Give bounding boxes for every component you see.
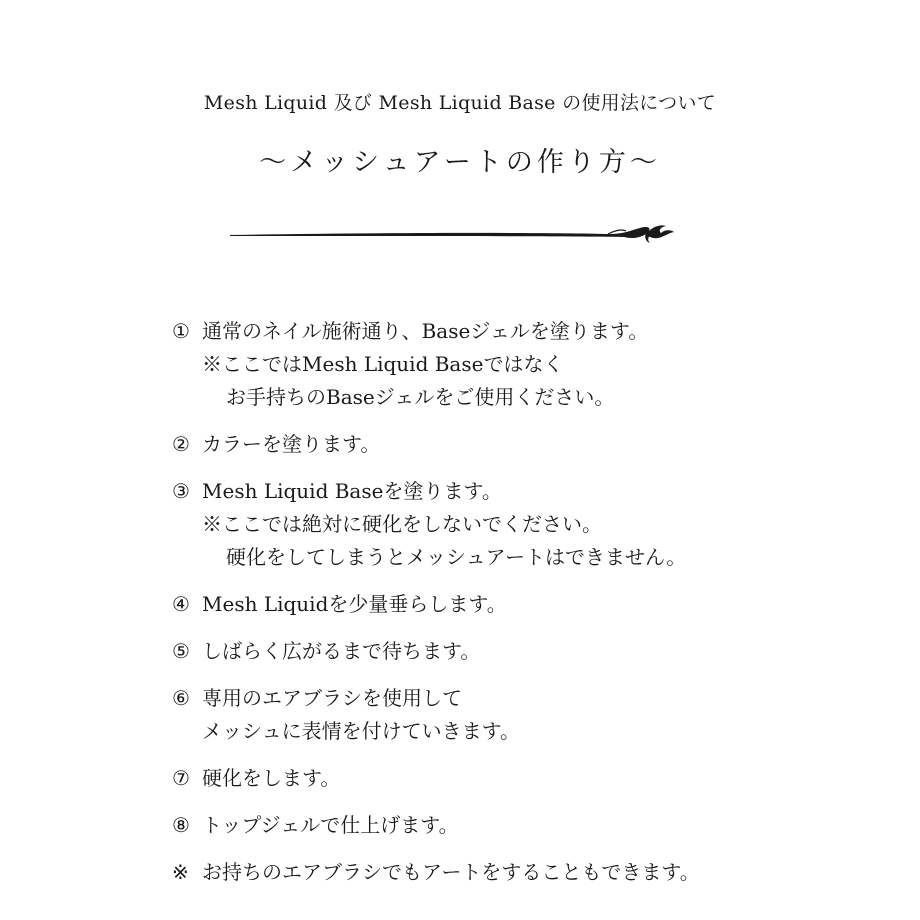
step-line [172, 588, 892, 621]
note-mark: ※ [172, 860, 189, 884]
step-number: ⑦ [172, 766, 190, 790]
step-number: ⑧ [172, 813, 190, 837]
step-line [172, 856, 892, 889]
step-1 [172, 315, 892, 414]
step-line [172, 682, 892, 715]
step-8 [172, 809, 892, 842]
step-number: ④ [172, 592, 190, 616]
step-text: 硬化をします。 [202, 766, 341, 790]
step-number: ① [172, 319, 190, 343]
note-text: お持ちのエアブラシでもアートをすることもできます。 [202, 860, 700, 884]
step-text: 専用のエアブラシを使用して [202, 686, 462, 710]
instruction-steps [172, 315, 892, 903]
step-text: 通常のネイル施術通り、Baseジェルを塗ります。 [202, 319, 649, 343]
step-text: Mesh Liquid Baseを塗ります。 [202, 479, 502, 503]
step-line [172, 635, 892, 668]
step-line [172, 762, 892, 795]
step-7 [172, 762, 892, 795]
step-text: トップジェルで仕上げます。 [202, 813, 459, 837]
step-continuation: メッシュに表情を付けていきます。 [202, 719, 520, 743]
step-note: お手持ちのBaseジェルをご使用ください。 [226, 385, 615, 409]
ornamental-flourish-icon [228, 215, 678, 251]
step-number: ② [172, 432, 190, 456]
footnote [172, 856, 892, 889]
document-subtitle: Mesh Liquid 及び Mesh Liquid Base の使用法について [203, 92, 717, 114]
document-title: 〜メッシュアートの作り方〜 [259, 147, 661, 178]
step-text: しばらく広がるまで待ちます。 [202, 639, 481, 663]
step-line [172, 428, 892, 461]
step-2 [172, 428, 892, 461]
step-5 [172, 635, 892, 668]
step-text: カラーを塗ります。 [202, 432, 381, 456]
step-6 [172, 682, 892, 748]
step-4 [172, 588, 892, 621]
step-number: ⑥ [172, 686, 190, 710]
step-number: ⑤ [172, 639, 190, 663]
step-number: ③ [172, 479, 190, 503]
step-line [172, 475, 892, 508]
step-note: ※ここでは絶対に硬化をしないでください。 [202, 512, 602, 536]
step-line [172, 315, 892, 348]
step-3 [172, 475, 892, 574]
step-note: 硬化をしてしまうとメッシュアートはできません。 [226, 545, 687, 569]
step-line [172, 809, 892, 842]
step-text: Mesh Liquidを少量垂らします。 [202, 592, 507, 616]
step-note: ※ここではMesh Liquid Baseではなく [202, 352, 564, 376]
